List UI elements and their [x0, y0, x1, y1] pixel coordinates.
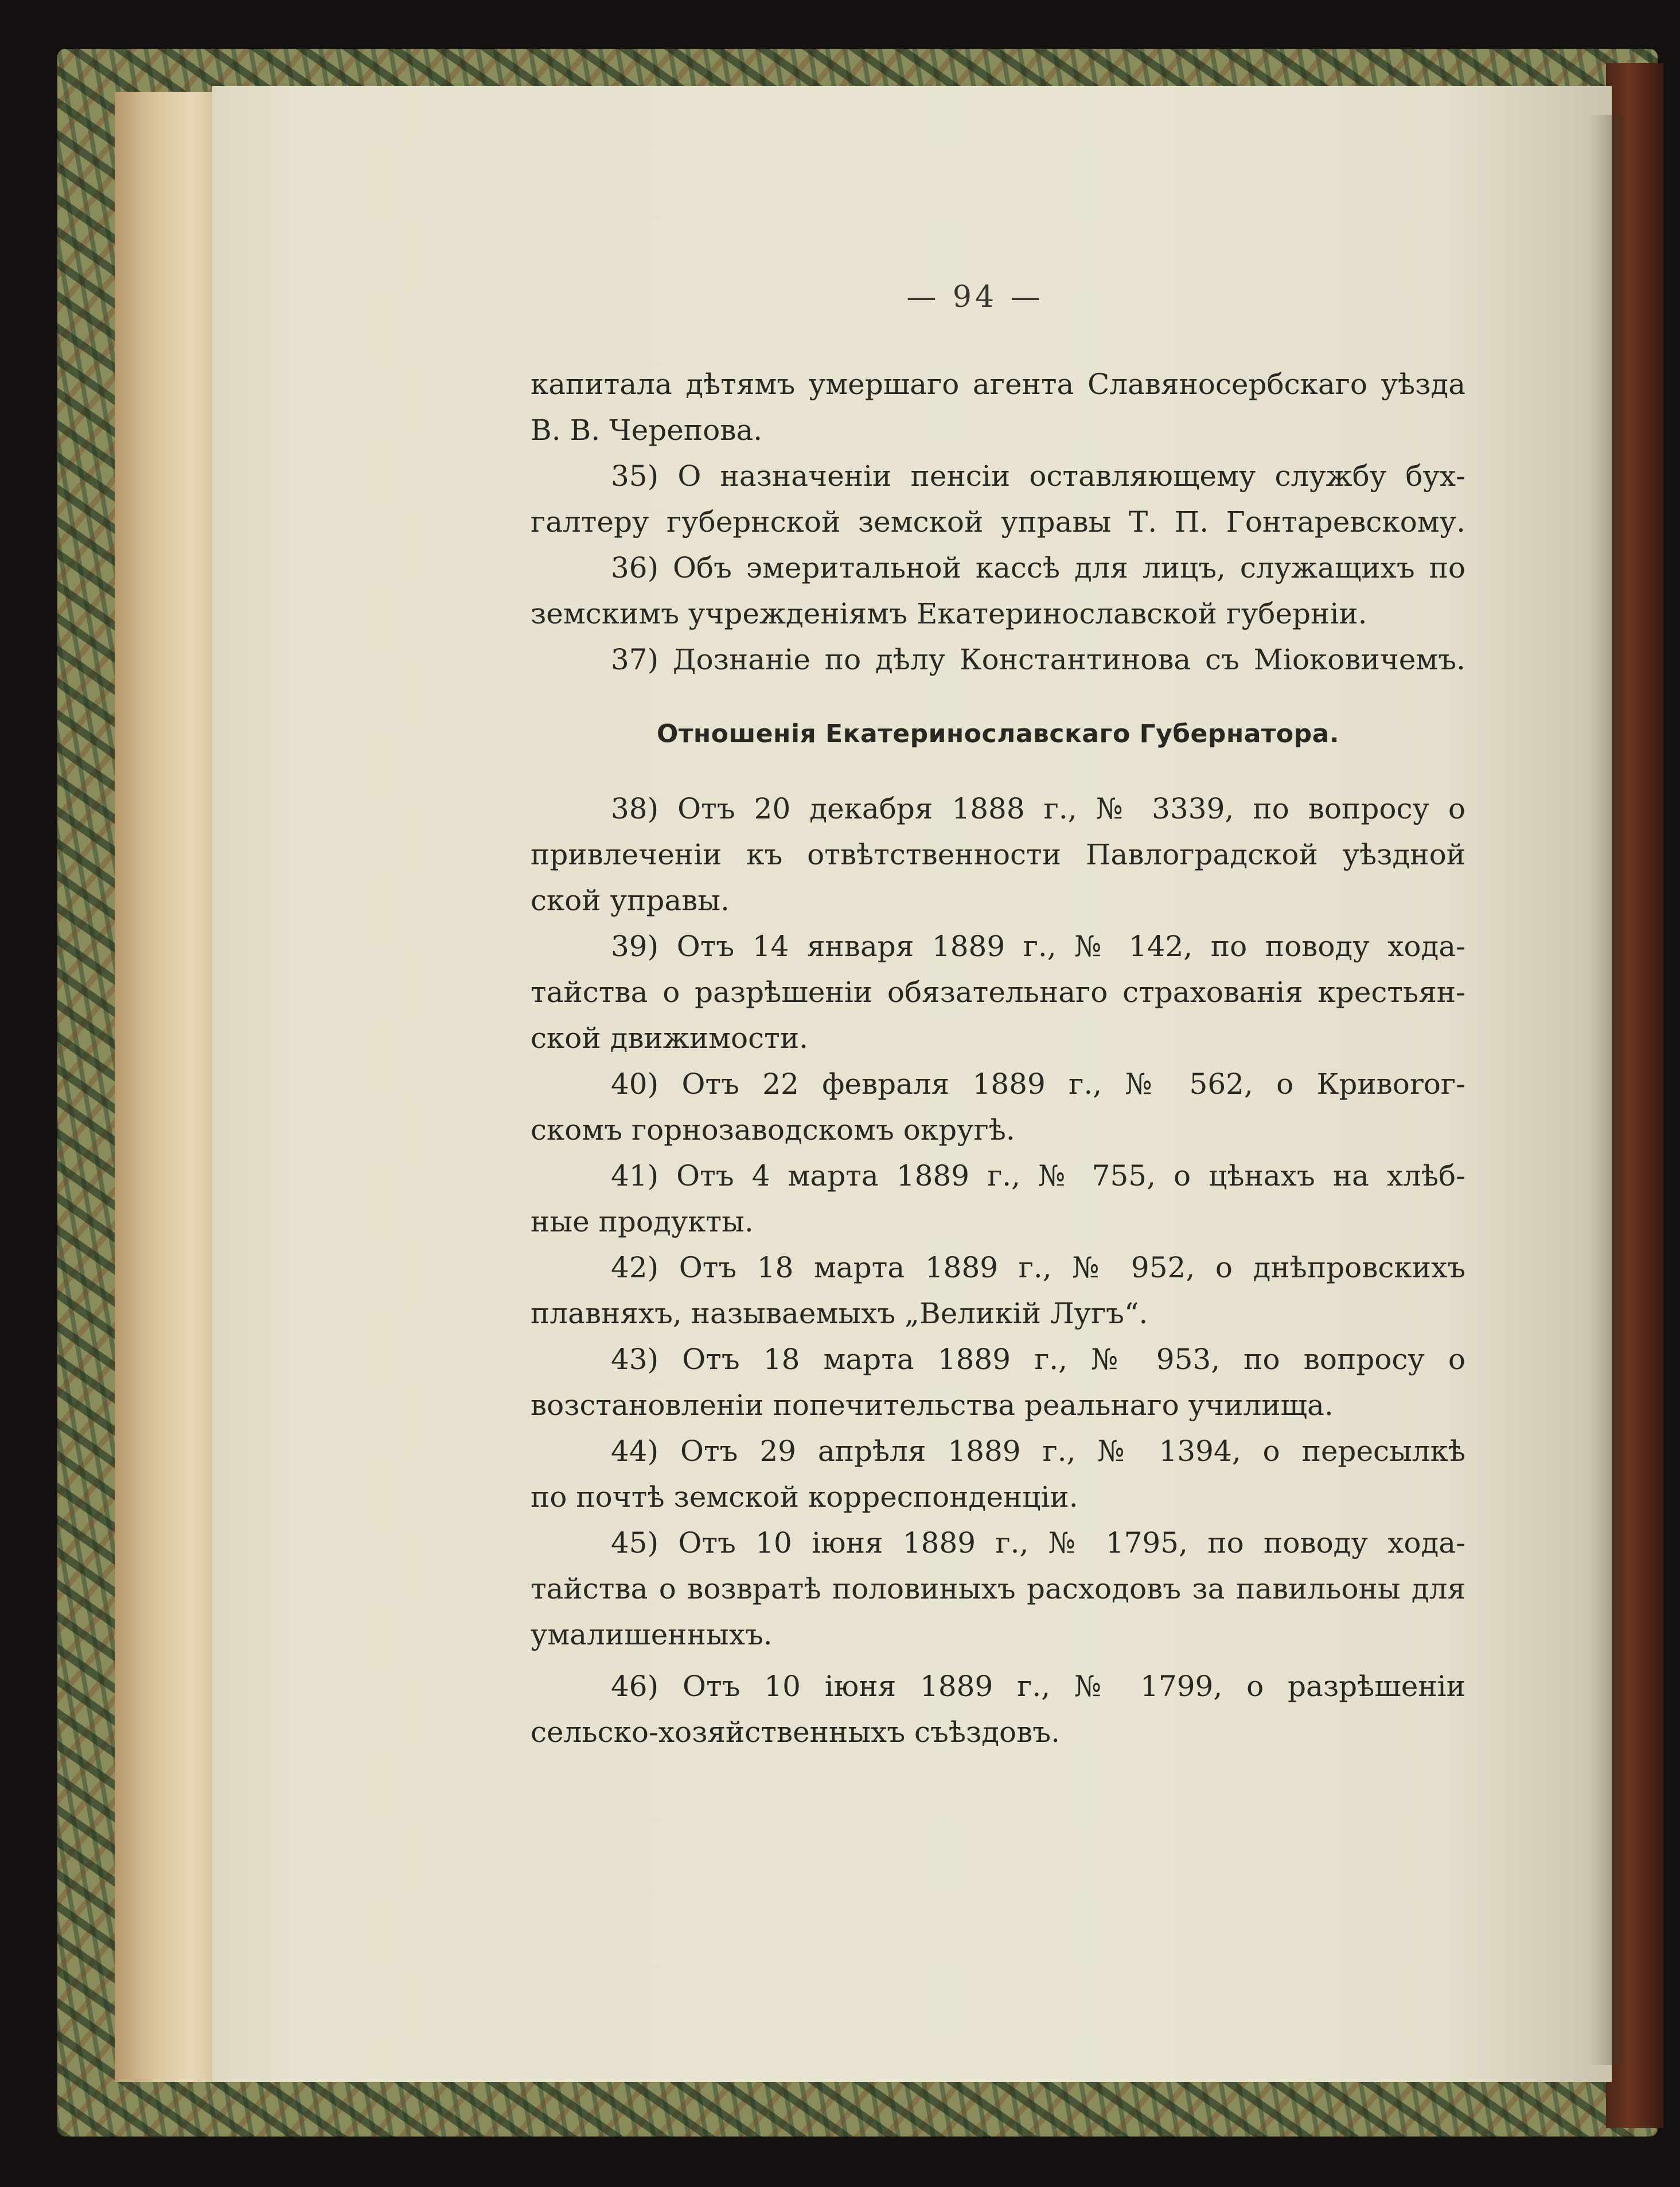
- text-line: 38) Отъ 20 декабря 1888 г., № 3339, по вопросу о: [611, 792, 1465, 825]
- text-line: скомъ горнозаводскомъ округѣ.: [531, 1113, 1015, 1147]
- text-line: 46) Отъ 10 іюня 1889 г., № 1799, о разрѣшеніи: [611, 1670, 1465, 1703]
- text-line: 43) Отъ 18 марта 1889 г., № 953, по вопросу о: [611, 1343, 1465, 1376]
- text-line: 36) Объ эмеритальной кассѣ для лицъ, служащихъ по: [611, 551, 1465, 584]
- page-number: — 94 —: [906, 280, 1044, 314]
- text-line: возстановленіи попечительства реальнаго училища.: [531, 1389, 1334, 1422]
- text-line: 45) Отъ 10 іюня 1889 г., № 1795, по поводу хода-: [611, 1526, 1465, 1560]
- text-line: галтеру губернской земской управы Т. П. Гонтаревскому.: [531, 505, 1465, 539]
- text-line: по почтѣ земской корреспонденціи.: [531, 1480, 1078, 1514]
- text-line: земскимъ учрежденіямъ Екатеринославской губерніи.: [531, 597, 1367, 630]
- text-line: капитала дѣтямъ умершаго агента Славяносербскаго уѣзда: [531, 368, 1465, 401]
- text-line: 40) Отъ 22 февраля 1889 г., № 562, о Кривorог-: [611, 1067, 1465, 1101]
- text-line: 42) Отъ 18 марта 1889 г., № 952, о днѣпровскихъ: [611, 1251, 1465, 1284]
- text-line: плавняхъ, называемыхъ „Великій Лугъ“.: [531, 1297, 1148, 1330]
- text-line: сельско-хозяйственныхъ съѣздовъ.: [531, 1716, 1060, 1749]
- text-line: 41) Отъ 4 марта 1889 г., № 755, о цѣнахъ на хлѣб-: [611, 1159, 1465, 1192]
- text-line: ской управы.: [531, 884, 730, 917]
- text-line: 39) Отъ 14 января 1889 г., № 142, по поводу хода-: [611, 930, 1465, 963]
- text-line: ской движимости.: [531, 1022, 809, 1055]
- text-line: ные продукты.: [531, 1205, 754, 1238]
- text-line: умалишенныхъ.: [531, 1618, 773, 1651]
- text-line: тайства о разрѣшеніи обязательнаго страхованія крестьян-: [531, 976, 1465, 1009]
- text-line: В. В. Черепова.: [531, 414, 763, 447]
- text-line: 35) О назначеніи пенсіи оставляющему службу бух-: [611, 459, 1465, 493]
- section-heading: Отношенія Екатеринославскаго Губернатора.: [656, 719, 1340, 749]
- page-block-edge: [115, 92, 224, 2082]
- text-line: 37) Дознаніе по дѣлу Константинова съ Міоковичемъ.: [611, 643, 1465, 676]
- text-line: тайства о возвратѣ половиныхъ расходовъ за павильоны для: [531, 1572, 1465, 1605]
- page-gutter-shadow: [1589, 115, 1623, 2065]
- text-line: 44) Отъ 29 апрѣля 1889 г., № 1394, о пересылкѣ: [611, 1434, 1465, 1468]
- text-line: привлеченіи къ отвѣтственности Павлоградской уѣздной: [531, 838, 1465, 871]
